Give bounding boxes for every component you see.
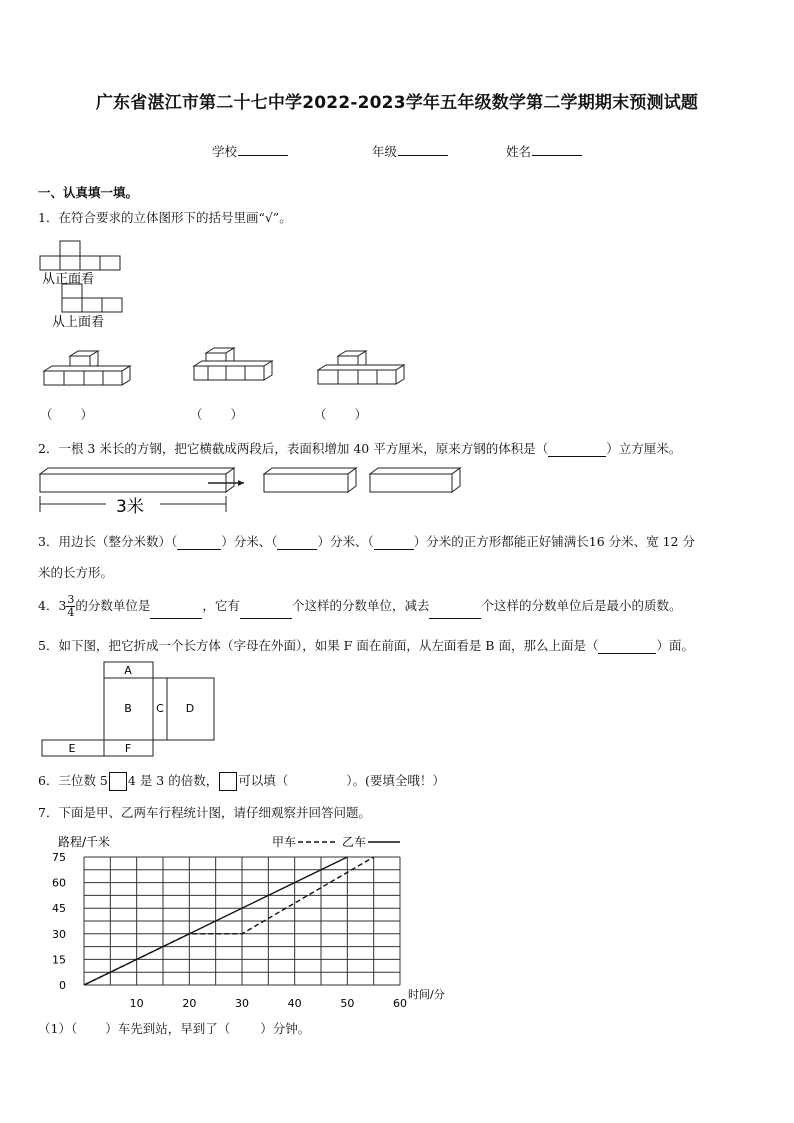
q4-number: 4． [38,598,59,613]
face-d: D [185,702,195,715]
q3-text-d: ）分米的正方形都能正好铺满长16 分米、宽 12 分 [413,534,695,549]
q2-answer-blank[interactable] [548,456,606,457]
q4-blank-3[interactable] [429,618,481,619]
q3-text-c: ）分米、（ [317,534,374,549]
y-axis-label: 路程/千米 [58,835,111,849]
name-label: 姓名 [506,144,532,159]
q2-text-end: ）立方厘米。 [606,441,682,456]
q6-text-a: 6．三位数 5 [38,773,108,788]
q7-sub1-c: ）分钟。 [260,1021,311,1036]
top-view-label: 从上面看 [52,315,105,330]
school-field[interactable] [212,142,288,160]
x-tick-label: 10 [129,997,144,1010]
q6-digit-box-2[interactable] [219,772,237,791]
q6-text-b: 4 是 3 的倍数， [127,773,219,788]
q3-blank-1[interactable] [177,549,221,550]
y-tick-label: 15 [52,953,66,967]
q2-text: 2．一根 3 米长的方钢，把它横截成两段后，表面积增加 40 平方厘米，原来方钢的体积是（ [38,441,549,456]
chart-grid [84,857,400,985]
q4-whole: 3 [58,598,67,613]
x-axis-label: 时间/分 [408,988,445,1001]
q7-sub1-b: ）车先到站，早到了（ [105,1021,231,1036]
question-1: 1．在符合要求的立体图形下的括号里画“√”。 [38,210,292,225]
question-4 [38,594,681,619]
q7-sub1-a: （1）（ [38,1021,78,1036]
question-7: 7．下面是甲、乙两车行程统计图，请仔细观察并回答问题。 [38,805,371,820]
q2-steel-bar-figure [38,466,468,518]
page-title: 广东省湛江市第二十七中学2022-2023学年五年级数学第二学期期末预测试题 [95,93,699,113]
x-tick-label: 30 [235,997,249,1010]
section-heading: 一、认真填一填。 [38,185,139,200]
choice-c-paren[interactable]: （ ） [314,407,369,422]
q6-text-d: ）。(要填全哦！） [346,773,445,788]
choice-a-paren[interactable]: （ ） [40,407,95,422]
grade-field[interactable] [372,142,448,160]
y-tick-label: 60 [52,876,66,890]
y-tick-label: 75 [52,851,66,864]
travel-line-chart [40,826,460,1016]
q5-answer-blank[interactable] [598,653,656,654]
name-field[interactable] [506,142,582,160]
x-tick-label: 20 [182,997,197,1010]
face-a: A [124,664,132,677]
front-view-label: 从正面看 [42,272,95,287]
q5-text-a: 5．如下图，把它折成一个长方体（字母在外面），如果 F 面在前面，从左面看是 B 面，那么上面是（ [38,638,599,653]
question-6 [38,771,445,791]
q6-digit-box[interactable] [109,772,127,791]
q5-net-figure [40,660,220,758]
q4-fraction: $\frac{3}{4}$ [67,593,75,619]
q3-blank-2[interactable] [277,549,317,550]
y-tick-label: 0 [59,979,66,992]
q1-views-figure [38,238,138,333]
y-tick-label: 30 [52,927,66,941]
y-tick-label: 45 [52,902,66,916]
grade-label: 年级 [372,144,398,159]
cube-figure-a [40,350,140,395]
q4-blank-2[interactable] [240,618,292,619]
q6-text-c: 可以填（ [238,773,289,788]
school-label: 学校 [212,144,238,159]
cube-figure-b [190,345,290,390]
face-b: B [124,702,132,715]
q4-text-c: 个这样的分数单位，减去 [291,598,430,613]
q7-sub1 [38,1019,310,1037]
q3-text-b: ）分米、（ [221,534,278,549]
face-c: C [156,702,164,715]
question-5 [38,636,694,654]
q3-text-a: 3．用边长（整分米数）（ [38,534,178,549]
chart-ticks [52,851,407,1010]
choice-b-paren[interactable]: （ ） [190,407,245,422]
x-tick-label: 40 [287,997,302,1010]
q5-text-b: ）面。 [656,638,694,653]
q4-blank-1[interactable] [150,618,202,619]
x-tick-label: 60 [393,997,407,1010]
bar-length-label: 3米 [116,497,144,517]
q4-text-a: 的分数单位是 [75,598,151,613]
question-2 [38,439,681,457]
chart-legend [272,835,400,849]
q4-text-b: ，它有 [202,598,240,613]
legend-label-yi: 乙车 [342,835,367,849]
q4-text-d: 个这样的分数单位后是最小的质数。 [481,598,682,613]
x-tick-label: 50 [340,997,355,1010]
q3-line2: 米的长方形。 [38,565,114,580]
legend-label-jia: 甲车 [272,835,297,849]
question-3 [38,532,695,550]
q3-blank-3[interactable] [374,549,414,550]
face-e: E [68,742,76,755]
face-f: F [124,742,132,755]
cube-figure-c [314,349,414,394]
